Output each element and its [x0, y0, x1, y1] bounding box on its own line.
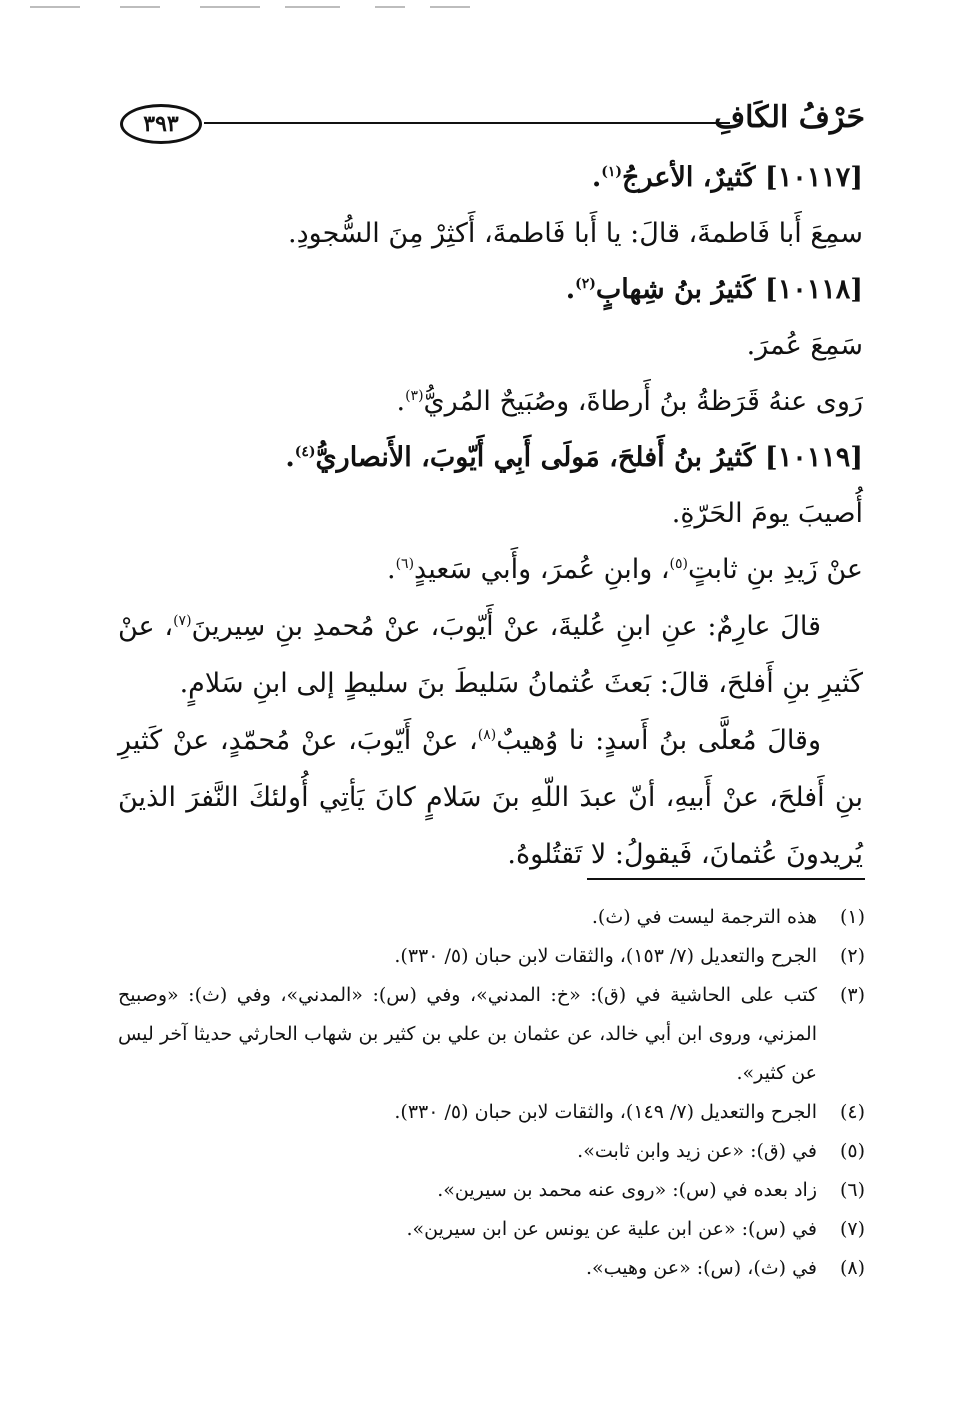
footnote-text: في (ث)، (س): «عن وهيب».: [585, 1257, 817, 1279]
para-text: ، عنْ أَيّوبَ، عنْ مُحمّدٍ، عنْ كَثيرِ بنِ أَفلحَ، عنْ أَبيهِ، أنّ عبدَ اللّهِ بنَ سَلامٍ كانَ يَأتِي أُولئكَ النَّفرَ الذينَ يُريدونَ عُثمانَ، فَيقولُ: لا تَقتُلوهُ.: [118, 725, 863, 870]
paragraph-arim: [118, 598, 863, 712]
running-header: [120, 100, 865, 150]
entry-heading-10119: [118, 430, 863, 486]
footnote-text: في (س): «عن ابن علية عن يونس عن ابن سيرين».: [406, 1218, 817, 1240]
footnote: [118, 937, 865, 976]
footnote: [118, 1210, 865, 1249]
para-text: وقالَ مُعلَّى بنُ أَسدٍ: نا وُهيبٌ: [496, 725, 821, 756]
punct: .: [591, 162, 602, 193]
punct: .: [565, 274, 576, 305]
page-number: ٣٩٣: [120, 104, 202, 144]
footnote-number: (٢): [839, 945, 865, 967]
line-text: سَمِعَ عُمرَ.: [746, 330, 863, 361]
footnote: [118, 1249, 865, 1288]
footnote: [118, 976, 865, 1093]
footnote: [118, 1171, 865, 1210]
footnote-number: (١): [839, 906, 865, 928]
main-text: [118, 150, 863, 883]
line-text: سمِعَ أَبا فَاطمةَ، قالَ: يا أَبا فَاطمةَ، أَكثِرْ مِنَ السُّجودِ.: [288, 218, 863, 249]
text-line: [118, 318, 863, 374]
footnote-ref: (٧): [173, 613, 192, 629]
footnote: [118, 898, 865, 937]
footnote-text: في (ق): «عن زيد وابن ثابت».: [577, 1140, 817, 1162]
line-text: رَوى عنهُ قَرَظةُ بنُ أَرطاةَ، وصُبَيحٌ المُريُّ: [423, 386, 863, 417]
footnote-text: زاد بعده في (س): «روى عنه محمد بن سيرين».: [437, 1179, 817, 1201]
footnote-ref: (٣): [405, 388, 424, 404]
footnote: [118, 1093, 865, 1132]
entry-heading-10117: [118, 150, 863, 206]
entry-text: [١٠١١٧] كَثيرٌ، الأعرجُ: [622, 162, 863, 193]
entry-text: [١٠١١٨] كَثيرُ بنُ شِهابٍ: [595, 274, 863, 305]
punct: .: [396, 386, 406, 417]
footnote-ref: (١): [601, 164, 623, 180]
footnote-ref: (٢): [575, 276, 596, 292]
footnote: [118, 1132, 865, 1171]
footnotes: [118, 898, 865, 1288]
scan-top-marks: [0, 6, 970, 10]
text-line: [118, 206, 863, 262]
para-text: قالَ عارِمٌ: عنِ ابنِ عُليةَ، عنْ أَيّوبَ، عنْ مُحمدِ بنِ سِيرينَ: [191, 611, 821, 642]
footnote-number: (٣): [839, 984, 865, 1006]
footnote-ref: (٤): [294, 444, 316, 460]
punct: .: [386, 554, 396, 585]
line-text: عنْ زَيدِ بنِ ثابتٍ: [688, 554, 863, 585]
footnote-text: هذه الترجمة ليست في (ث).: [591, 906, 817, 928]
footnote-number: (٥): [839, 1140, 865, 1162]
footnote-text: كتب على الحاشية في (ق): «خ: المدني»، وفي (س): «المدني»، وفي (ث): «وصبيح المزني، وروى ابن أبي خالد، عن عثمان بن علي بن كثير بن شهاب الحارثي حديثا آخر ليس عن كثير».: [118, 984, 817, 1084]
footnote-separator: [587, 878, 865, 880]
footnote-number: (٤): [839, 1101, 865, 1123]
footnote-number: (٦): [839, 1179, 865, 1201]
entry-heading-10118: [118, 262, 863, 318]
line-text: ، وابنِ عُمرَ، وأَبي سَعيدٍ: [414, 554, 670, 585]
footnote-ref: (٦): [395, 556, 415, 572]
line-text: أُصيبَ يومَ الحَرّةِ.: [671, 498, 863, 529]
footnote-number: (٨): [839, 1257, 865, 1279]
entry-text: [١٠١١٩] كَثيرُ بنُ أَفلحَ، مَولَى أَبِي أَيّوبَ، الأَنصاريُّ: [315, 442, 863, 473]
footnote-text: الجرح والتعديل (٧/ ١٥٣)، والثقات لابن حبان (٥/ ٣٣٠).: [394, 945, 817, 967]
text-line: [118, 486, 863, 542]
punct: .: [285, 442, 295, 473]
text-line: [118, 374, 863, 430]
footnote-text: الجرح والتعديل (٧/ ١٤٩)، والثقات لابن حبان (٥/ ٣٣٠).: [394, 1101, 817, 1123]
header-rule: [204, 122, 730, 124]
footnote-number: (٧): [839, 1218, 865, 1240]
footnote-ref: (٨): [477, 727, 497, 743]
paragraph-mualla: [118, 712, 863, 883]
text-line: [118, 542, 863, 598]
footnote-ref: (٥): [669, 556, 689, 572]
chapter-title: حَرْفُ الكَافِ: [714, 100, 865, 135]
para-text: ، عنْ كَثيرِ بنِ أَفلحَ، قالَ: بَعثَ عُثمانُ سَليطَ بنَ سليطٍ إلى ابنِ سَلامٍ.: [118, 611, 863, 699]
